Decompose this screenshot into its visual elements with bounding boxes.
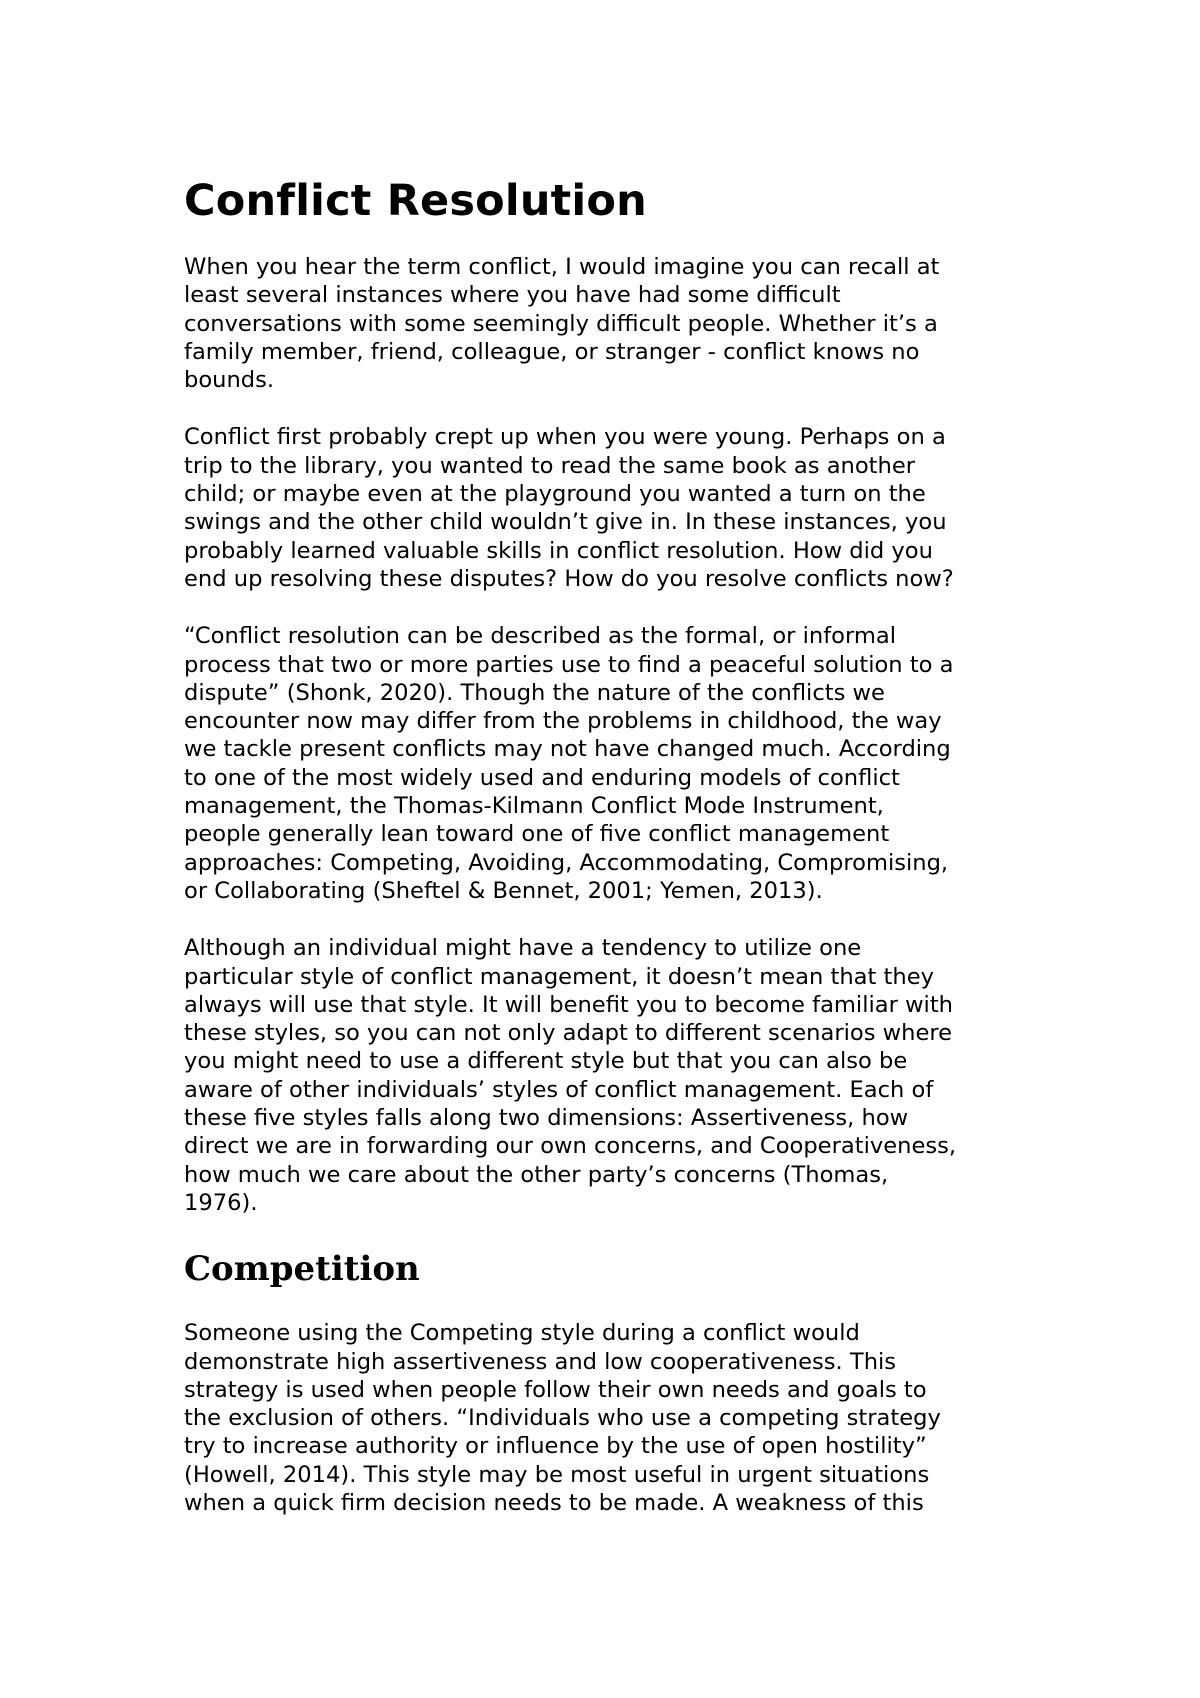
paragraph-intro: When you hear the term conflict, I would imagine you can recall at least several instances where you have had some difficult conversations with some seemingly difficult people. Whether it’s a family member, friend, colleague, or stranger - conflict knows no bounds. — [184, 254, 940, 394]
paragraph-definition: “Conflict resolution can be described as the formal, or informal process that two or more parties use to find a peaceful solution to a dispute” (Shonk, 2020). Though the nature of the conflicts we encounter now may differ from the problems in childhood, the way we tackle present conflicts may not have changed much. According to one of the most widely used and enduring models of conflict management, the Thomas-Kilmann Conflict Mode Instrument, people generally lean toward one of five conflict management approaches: Competing, Avoiding, Accommodating, Compromising, or Collaborating (Sheftel & Bennet, 2001; Yemen, 2013). — [184, 623, 954, 904]
document-body — [184, 172, 1044, 1517]
document-title: Conflict Resolution — [184, 176, 647, 226]
paragraph-childhood: Conflict first probably crept up when you were young. Perhaps on a trip to the library, you wanted to read the same book as another child; or maybe even at the playground you wanted a turn on the swings and the other child wouldn’t give in. In these instances, you probably learned valuable skills in conflict resolution. How did you end up resolving these disputes? How do you resolve conflicts now? — [184, 424, 954, 592]
paragraph-styles: Although an individual might have a tendency to utilize one particular style of conflict management, it doesn’t mean that they always will use that style. It will benefit you to become familiar with these styles, so you can not only adapt to different scenarios where you might need to use a different style but that you can also be aware of other individuals’ styles of conflict management. Each of these five styles falls along two dimensions: Assertiveness, how direct we are in forwarding our own concerns, and Cooperativeness, how much we care about the other party’s concerns (Thomas, 1976). — [184, 935, 957, 1216]
paragraph-competition: Someone using the Competing style during a conflict would demonstrate high assertiveness and low cooperativeness. This strategy is used when people follow their own needs and goals to the exclusion of others. “Individuals who use a competing strategy try to increase authority or influence by the use of open hostility” (Howell, 2014). This style may be most useful in urgent situations when a quick firm decision needs to be made. A weakness of this — [184, 1320, 941, 1516]
section-heading-competition: Competition — [184, 1249, 420, 1290]
